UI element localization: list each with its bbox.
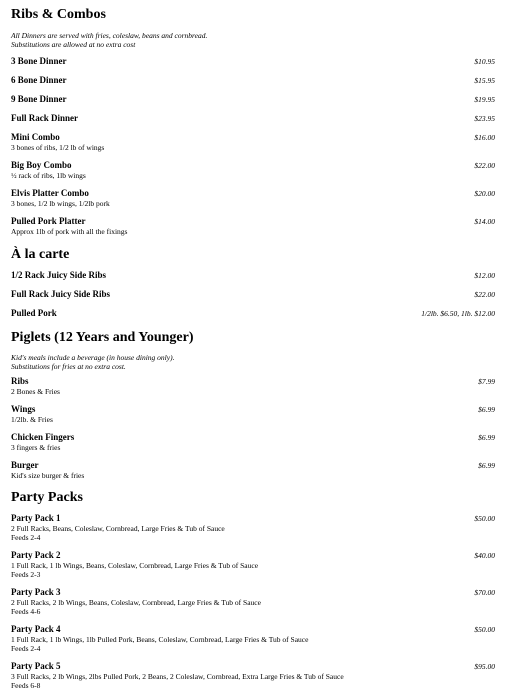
item-price: $10.95 <box>474 57 495 66</box>
item-name: 6 Bone Dinner <box>11 75 67 85</box>
menu-item <box>11 188 495 208</box>
item-name: Mini Combo <box>11 132 60 142</box>
menu-item <box>11 376 495 396</box>
item-price: $14.00 <box>474 217 495 226</box>
item-description: 3 bones, 1/2 lb wings, 1/2lb pork <box>11 199 110 208</box>
menu-item <box>11 513 495 542</box>
item-name: Party Pack 3 <box>11 587 61 597</box>
item-price: $70.00 <box>474 588 495 597</box>
item-price: $12.00 <box>474 271 495 280</box>
menu-item <box>11 661 495 690</box>
item-name: Full Rack Juicy Side Ribs <box>11 289 111 299</box>
menu-item <box>11 289 495 300</box>
section-ribs-combos <box>11 6 495 236</box>
item-name: Party Pack 1 <box>11 513 61 523</box>
note-line: Substitutions are allowed at no extra cost <box>11 40 136 49</box>
section-note <box>11 31 495 49</box>
menu-page <box>11 6 495 690</box>
menu-item <box>11 624 495 653</box>
section-a-la-carte <box>11 246 495 319</box>
item-price: $50.00 <box>474 625 495 634</box>
section-title: Party Packs <box>11 490 83 505</box>
item-name: 9 Bone Dinner <box>11 94 67 104</box>
menu-item <box>11 270 495 281</box>
item-description: 3 Full Racks, 2 lb Wings, 2lbs Pulled Pork, 2 Beans, 2 Coleslaw, Cornbread, Extra Large Fries & Tub of Sauce <box>11 672 344 681</box>
item-name: Party Pack 2 <box>11 550 61 560</box>
item-serves: Feeds 2-4 <box>11 644 41 653</box>
item-description: 2 Bones & Fries <box>11 387 60 396</box>
menu-item <box>11 132 495 152</box>
note-line: Substitutions for fries at no extra cost. <box>11 362 126 371</box>
item-price: $23.95 <box>474 114 495 123</box>
item-name: Elvis Platter Combo <box>11 188 89 198</box>
item-price: $20.00 <box>474 189 495 198</box>
menu-item <box>11 432 495 452</box>
item-price: $7.99 <box>478 377 495 386</box>
item-name: 1/2 Rack Juicy Side Ribs <box>11 270 107 280</box>
item-serves: Feeds 2-4 <box>11 533 41 542</box>
menu-item <box>11 160 495 180</box>
item-price: $6.99 <box>478 433 495 442</box>
menu-item <box>11 550 495 579</box>
item-name: Party Pack 4 <box>11 624 61 634</box>
section-party-packs <box>11 489 495 690</box>
menu-item <box>11 587 495 616</box>
section-title: Piglets (12 Years and Younger) <box>11 330 194 345</box>
item-name: Wings <box>11 404 36 414</box>
item-description: 1/2lb. & Fries <box>11 415 53 424</box>
item-description: Approx 1lb of pork with all the fixings <box>11 227 128 236</box>
item-price: $95.00 <box>474 662 495 671</box>
item-price: 1/2lb. $6.50, 1lb. $12.00 <box>421 309 495 318</box>
menu-item <box>11 460 495 480</box>
item-serves: Feeds 4-6 <box>11 607 41 616</box>
item-name: Full Rack Dinner <box>11 113 79 123</box>
menu-item <box>11 113 495 124</box>
item-name: Big Boy Combo <box>11 160 72 170</box>
menu-item <box>11 94 495 105</box>
section-title: Ribs & Combos <box>11 7 106 22</box>
item-price: $50.00 <box>474 514 495 523</box>
section-note <box>11 353 495 371</box>
section-piglets <box>11 329 495 480</box>
menu-item <box>11 216 495 236</box>
item-price: $6.99 <box>478 405 495 414</box>
item-description: 1 Full Rack, 1 lb Wings, 1lb Pulled Pork, Beans, Coleslaw, Cornbread, Large Fries & Tub of Sauce <box>11 635 309 644</box>
menu-item <box>11 404 495 424</box>
note-line: Kid's meals include a beverage (in house dining only). <box>11 353 175 362</box>
item-price: $22.00 <box>474 290 495 299</box>
item-name: Chicken Fingers <box>11 432 75 442</box>
item-serves: Feeds 6-8 <box>11 681 41 690</box>
item-price: $6.99 <box>478 461 495 470</box>
section-title: À la carte <box>11 247 70 262</box>
item-price: $19.95 <box>474 95 495 104</box>
item-description: 3 bones of ribs, 1/2 lb of wings <box>11 143 105 152</box>
item-name: Pulled Pork Platter <box>11 216 86 226</box>
item-price: $15.95 <box>474 76 495 85</box>
item-description: 2 Full Racks, 2 lb Wings, Beans, Coleslaw, Cornbread, Large Fries & Tub of Sauce <box>11 598 261 607</box>
item-description: 1 Full Rack, 1 lb Wings, Beans, Coleslaw, Cornbread, Large Fries & Tub of Sauce <box>11 561 259 570</box>
item-name: Ribs <box>11 376 29 386</box>
item-name: Burger <box>11 460 39 470</box>
menu-item <box>11 56 495 67</box>
item-price: $22.00 <box>474 161 495 170</box>
item-price: $16.00 <box>474 133 495 142</box>
item-name: Pulled Pork <box>11 308 57 318</box>
item-name: Party Pack 5 <box>11 661 61 671</box>
note-line: All Dinners are served with fries, coleslaw, beans and cornbread. <box>11 31 208 40</box>
item-description: 3 fingers & fries <box>11 443 61 452</box>
item-serves: Feeds 2-3 <box>11 570 41 579</box>
item-description: ½ rack of ribs, 1lb wings <box>11 171 86 180</box>
item-description: Kid's size burger & fries <box>11 471 85 480</box>
menu-item <box>11 75 495 86</box>
menu-item <box>11 308 495 319</box>
item-name: 3 Bone Dinner <box>11 56 67 66</box>
item-description: 2 Full Racks, Beans, Coleslaw, Cornbread, Large Fries & Tub of Sauce <box>11 524 225 533</box>
item-price: $40.00 <box>474 551 495 560</box>
